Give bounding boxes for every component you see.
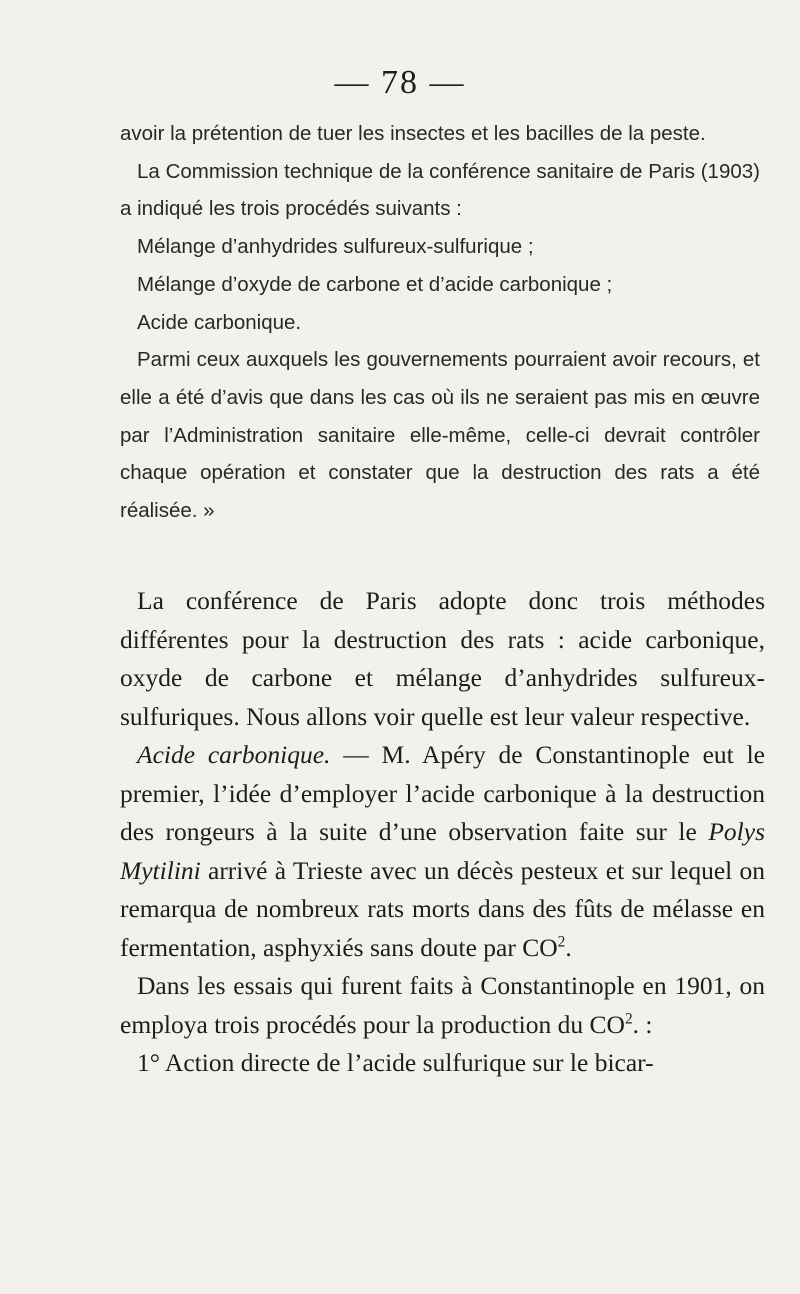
body-paragraph <box>120 736 765 967</box>
body-paragraph: La conférence de Paris adopte donc trois méthodes différentes pour la destruction des rats : acide carbonique, oxyde de carbone et mélange d’anhydrides sulfureux-sulfuriques. Nous allons voir quelle est leur valeur respective. <box>120 586 765 731</box>
quoted-passage <box>120 115 760 530</box>
section-heading: Acide carbonique. <box>137 740 331 769</box>
body-text: . : <box>632 1009 653 1039</box>
quote-paragraph: Parmi ceux auxquels les gouvernements pourraient avoir recours, et elle a été d’avis que dans les cas où ils ne seraient pas mis en œuvre par l’Administration sanitaire elle-même, celle-ci devrait contrôler chaque opération et constater que la destruction des rats a été réalisée. » <box>120 348 760 523</box>
quote-paragraph: La Commission technique de la conférence sanitaire de Paris (1903) a indiqué les trois procédés suivants : <box>120 159 760 221</box>
page-number: — 78 — <box>334 64 466 101</box>
body-paragraph: 1° Action directe de l’acide sulfurique sur le bicar- <box>137 1048 654 1077</box>
body-text: arrivé à Trieste avec un décès pesteux et sur lequel on remarqua de nombreux rats morts dans des fûts de mélasse en fermentation, asphyxiés sans doute par CO <box>120 855 765 962</box>
superscript: 2 <box>624 1010 633 1027</box>
quote-paragraph: avoir la prétention de tuer les insectes et les bacilles de la peste. <box>120 122 706 145</box>
body-text: — M. Apéry de Constantinople eut le premier, l’idée d’employer l’acide carbonique à la destruction des rongeurs à la suite d’une observation faite sur le <box>120 740 765 846</box>
body-text: Dans les essais qui furent faits à Constantinople en 1901, on employa trois procédés pour la production du CO <box>120 971 765 1039</box>
quote-list-item: Mélange d’oxyde de carbone et d’acide carbonique ; <box>137 272 613 296</box>
main-text <box>120 582 765 1083</box>
ship-name: Polys Mytilini <box>120 817 765 885</box>
quote-list-item: Mélange d’anhydrides sulfureux-sulfurique ; <box>137 235 534 259</box>
body-text: . <box>565 932 572 962</box>
quote-list-item: Acide carbonique. <box>137 310 302 334</box>
body-paragraph <box>120 967 765 1044</box>
superscript: 2 <box>557 933 566 950</box>
